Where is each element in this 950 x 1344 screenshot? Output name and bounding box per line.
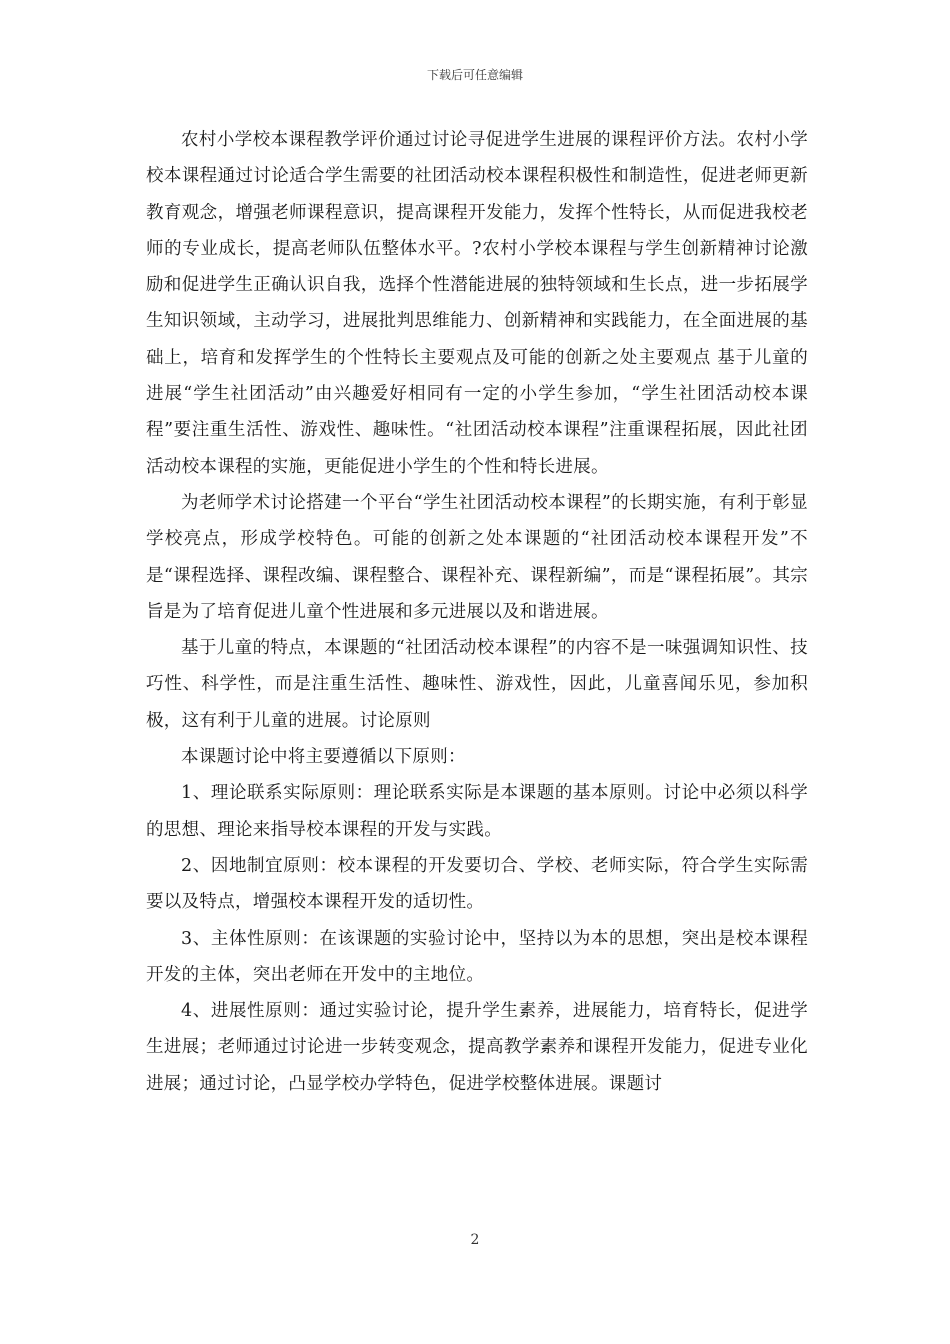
paragraph-8: 4、进展性原则：通过实验讨论，提升学生素养，进展能力，培育特长，促进学生进展；老师通过讨论进一步转变观念，提高教学素养和课程开发能力，促进专业化进展；通过讨论，凸显学校办学特色，促进学校整体进展。课题讨 [146, 1001, 808, 1094]
paragraph-6: 2、因地制宜原则：校本课程的开发要切合、学校、老师实际，符合学生实际需要以及特点，增强校本课程开发的适切性。 [146, 855, 808, 913]
paragraph-5: 1、理论联系实际原则：理论联系实际是本课题的基本原则。讨论中必须以科学的思想、理论来指导校本课程的开发与实践。 [146, 783, 808, 840]
page-number: 2 [470, 1232, 480, 1248]
paragraph-2: 为老师学术讨论搭建一个平台“学生社团活动校本课程”的长期实施，有利于彰显学校亮点，形成学校特色。可能的创新之处本课题的“社团活动校本课程开发”不是“课程选择、课程改编、课程整合、课程补充、课程新编”，而是“课程拓展”。其宗旨是为了培育促进儿童个性进展和多元进展以及和谐进展。 [146, 492, 808, 622]
document-body [146, 122, 808, 1102]
paragraph-3: 基于儿童的特点，本课题的“社团活动校本课程”的内容不是一味强调知识性、技巧性、科学性，而是注重生活性、趣味性、游戏性，因此，儿童喜闻乐见，参加积极，这有利于儿童的进展。讨论原则 [146, 638, 808, 731]
paragraph-7: 3、主体性原则：在该课题的实验讨论中，坚持以为本的思想，突出是校本课程开发的主体，突出老师在开发中的主地位。 [146, 928, 808, 985]
page-header: 下载后可任意编辑 [426, 68, 523, 82]
paragraph-4: 本课题讨论中将主要遵循以下原则： [181, 747, 466, 768]
paragraph-1: 农村小学校本课程教学评价通过讨论寻促进学生进展的课程评价方法。农村小学校本课程通过讨论适合学生需要的社团活动校本课程积极性和制造性，促进老师更新教育观念，增强老师课程意识，提高课程开发能力，发挥个性特长，从而促进我校老师的专业成长，提高老师队伍整体水平。?农村小学校本课程与学生创新精神讨论激励和促进学生正确认识自我，选择个性潜能进展的独特领域和生长点，进一步拓展学生知识领域，主动学习，进展批判思维能力、创新精神和实践能力，在全面进展的基础上，培育和发挥学生的个性特长主要观点及可能的创新之处主要观点 基于儿童的进展“学生社团活动”由兴趣爱好相同有一定的小学生参加，“学生社团活动校本课程”要注重生活性、游戏性、趣味性。“社团活动校本课程”注重课程拓展，因此社团活动校本课程的实施，更能促进小学生的个性和特长进展。 [146, 130, 808, 477]
